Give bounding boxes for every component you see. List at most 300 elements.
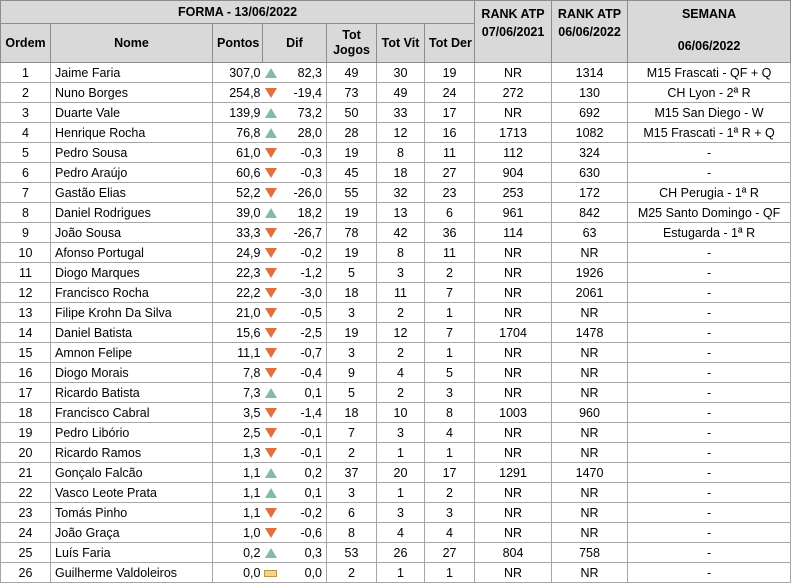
cell-tot-vit: 12: [377, 323, 425, 343]
cell-nome: Guilherme Valdoleiros: [51, 563, 213, 583]
cell-tot-vit: 2: [377, 343, 425, 363]
cell-tot-vit: 11: [377, 283, 425, 303]
down-triangle-icon: [265, 368, 277, 378]
cell-pontos: 0,0: [213, 563, 263, 583]
table-row: [1, 283, 791, 303]
cell-ordem: 12: [1, 283, 51, 303]
cell-semana: -: [628, 463, 791, 483]
cell-trend: [263, 263, 279, 283]
cell-tot-vit: 18: [377, 163, 425, 183]
cell-dif: 0,0: [279, 563, 327, 583]
cell-trend: [263, 103, 279, 123]
cell-rank-2021: 114: [475, 223, 552, 243]
cell-semana: CH Perugia - 1ª R: [628, 183, 791, 203]
cell-ordem: 23: [1, 503, 51, 523]
cell-rank-2022: NR: [552, 303, 628, 323]
cell-dif: -0,4: [279, 363, 327, 383]
cell-nome: Amnon Felipe: [51, 343, 213, 363]
cell-rank-2022: 630: [552, 163, 628, 183]
cell-tot-jogos: 6: [327, 503, 377, 523]
cell-tot-der: 17: [425, 103, 475, 123]
cell-pontos: 39,0: [213, 203, 263, 223]
cell-rank-2022: 758: [552, 543, 628, 563]
cell-tot-der: 27: [425, 163, 475, 183]
cell-pontos: 2,5: [213, 423, 263, 443]
cell-rank-2022: NR: [552, 343, 628, 363]
cell-nome: Vasco Leote Prata: [51, 483, 213, 503]
cell-nome: João Sousa: [51, 223, 213, 243]
cell-tot-jogos: 3: [327, 303, 377, 323]
cell-ordem: 24: [1, 523, 51, 543]
table-body: [1, 63, 791, 583]
cell-dif: 0,2: [279, 463, 327, 483]
table-row: [1, 143, 791, 163]
cell-ordem: 7: [1, 183, 51, 203]
cell-trend: [263, 463, 279, 483]
cell-trend: [263, 543, 279, 563]
up-triangle-icon: [265, 388, 277, 398]
header-rank-2022-date: 06/06/2022: [558, 25, 621, 39]
cell-trend: [263, 503, 279, 523]
table-row: [1, 463, 791, 483]
cell-pontos: 254,8: [213, 83, 263, 103]
down-triangle-icon: [265, 308, 277, 318]
cell-ordem: 18: [1, 403, 51, 423]
cell-nome: Filipe Krohn Da Silva: [51, 303, 213, 323]
cell-tot-jogos: 18: [327, 403, 377, 423]
cell-pontos: 61,0: [213, 143, 263, 163]
cell-tot-der: 11: [425, 243, 475, 263]
cell-semana: -: [628, 163, 791, 183]
cell-dif: -0,2: [279, 243, 327, 263]
header-semana-date: 06/06/2022: [677, 39, 741, 53]
cell-tot-jogos: 3: [327, 483, 377, 503]
cell-ordem: 2: [1, 83, 51, 103]
cell-trend: [263, 523, 279, 543]
cell-semana: -: [628, 543, 791, 563]
down-triangle-icon: [265, 188, 277, 198]
cell-tot-vit: 2: [377, 303, 425, 323]
cell-tot-jogos: 55: [327, 183, 377, 203]
cell-rank-2022: 842: [552, 203, 628, 223]
cell-rank-2021: NR: [475, 303, 552, 323]
cell-semana: -: [628, 383, 791, 403]
cell-trend: [263, 223, 279, 243]
table-row: [1, 83, 791, 103]
cell-tot-jogos: 19: [327, 143, 377, 163]
cell-semana: CH Lyon - 2ª R: [628, 83, 791, 103]
cell-tot-der: 4: [425, 423, 475, 443]
cell-rank-2021: 904: [475, 163, 552, 183]
cell-dif: -3,0: [279, 283, 327, 303]
cell-nome: Ricardo Batista: [51, 383, 213, 403]
cell-rank-2021: 1713: [475, 123, 552, 143]
cell-nome: Ricardo Ramos: [51, 443, 213, 463]
cell-pontos: 21,0: [213, 303, 263, 323]
cell-tot-jogos: 9: [327, 363, 377, 383]
cell-rank-2022: 63: [552, 223, 628, 243]
cell-rank-2021: NR: [475, 503, 552, 523]
cell-tot-vit: 49: [377, 83, 425, 103]
cell-rank-2021: 272: [475, 83, 552, 103]
cell-dif: -26,0: [279, 183, 327, 203]
cell-semana: -: [628, 143, 791, 163]
cell-ordem: 1: [1, 63, 51, 83]
cell-tot-jogos: 49: [327, 63, 377, 83]
cell-tot-der: 1: [425, 343, 475, 363]
cell-pontos: 76,8: [213, 123, 263, 143]
down-triangle-icon: [265, 288, 277, 298]
cell-tot-der: 2: [425, 483, 475, 503]
down-triangle-icon: [265, 228, 277, 238]
flat-bar-icon: [264, 570, 277, 577]
cell-tot-vit: 2: [377, 383, 425, 403]
table-title: FORMA - 13/06/2022: [1, 1, 475, 24]
header-tot-jogos: Tot Jogos: [327, 24, 377, 63]
cell-tot-vit: 42: [377, 223, 425, 243]
cell-trend: [263, 183, 279, 203]
cell-tot-der: 24: [425, 83, 475, 103]
cell-dif: -0,1: [279, 423, 327, 443]
cell-rank-2021: NR: [475, 243, 552, 263]
cell-ordem: 14: [1, 323, 51, 343]
cell-dif: 18,2: [279, 203, 327, 223]
cell-ordem: 10: [1, 243, 51, 263]
cell-nome: Diogo Morais: [51, 363, 213, 383]
cell-pontos: 1,0: [213, 523, 263, 543]
down-triangle-icon: [265, 328, 277, 338]
table-row: [1, 103, 791, 123]
header-rank-2022: [552, 1, 628, 63]
table-row: [1, 483, 791, 503]
cell-rank-2022: 324: [552, 143, 628, 163]
cell-dif: -0,3: [279, 143, 327, 163]
cell-tot-vit: 13: [377, 203, 425, 223]
cell-semana: -: [628, 303, 791, 323]
cell-tot-jogos: 50: [327, 103, 377, 123]
cell-tot-der: 1: [425, 303, 475, 323]
cell-rank-2022: NR: [552, 483, 628, 503]
cell-trend: [263, 143, 279, 163]
cell-nome: Duarte Vale: [51, 103, 213, 123]
cell-tot-jogos: 45: [327, 163, 377, 183]
cell-ordem: 6: [1, 163, 51, 183]
down-triangle-icon: [265, 408, 277, 418]
cell-nome: Pedro Araújo: [51, 163, 213, 183]
cell-pontos: 1,1: [213, 483, 263, 503]
cell-pontos: 22,3: [213, 263, 263, 283]
cell-tot-der: 1: [425, 563, 475, 583]
table-row: [1, 523, 791, 543]
cell-nome: Daniel Batista: [51, 323, 213, 343]
table-row: [1, 503, 791, 523]
cell-tot-der: 7: [425, 323, 475, 343]
cell-tot-vit: 3: [377, 503, 425, 523]
cell-nome: Tomás Pinho: [51, 503, 213, 523]
cell-semana: -: [628, 243, 791, 263]
cell-rank-2022: 1926: [552, 263, 628, 283]
cell-semana: -: [628, 323, 791, 343]
header-rank-2022-label: RANK ATP: [557, 7, 622, 21]
cell-trend: [263, 283, 279, 303]
cell-dif: -0,6: [279, 523, 327, 543]
cell-pontos: 1,3: [213, 443, 263, 463]
cell-rank-2021: 1704: [475, 323, 552, 343]
cell-nome: Gonçalo Falcão: [51, 463, 213, 483]
cell-rank-2022: 1470: [552, 463, 628, 483]
cell-semana: -: [628, 283, 791, 303]
cell-rank-2022: NR: [552, 423, 628, 443]
table-row: [1, 443, 791, 463]
cell-dif: -0,5: [279, 303, 327, 323]
table-row: [1, 323, 791, 343]
cell-dif: 0,3: [279, 543, 327, 563]
up-triangle-icon: [265, 488, 277, 498]
cell-ordem: 20: [1, 443, 51, 463]
header-tot-der: Tot Der: [425, 24, 475, 63]
cell-pontos: 22,2: [213, 283, 263, 303]
cell-tot-der: 3: [425, 383, 475, 403]
cell-tot-der: 19: [425, 63, 475, 83]
cell-rank-2022: NR: [552, 563, 628, 583]
cell-tot-der: 11: [425, 143, 475, 163]
cell-trend: [263, 163, 279, 183]
cell-nome: Afonso Portugal: [51, 243, 213, 263]
down-triangle-icon: [265, 168, 277, 178]
table-row: [1, 183, 791, 203]
cell-rank-2021: NR: [475, 563, 552, 583]
cell-trend: [263, 63, 279, 83]
cell-rank-2022: 1314: [552, 63, 628, 83]
cell-tot-vit: 1: [377, 443, 425, 463]
cell-dif: 73,2: [279, 103, 327, 123]
cell-ordem: 15: [1, 343, 51, 363]
cell-rank-2021: NR: [475, 383, 552, 403]
down-triangle-icon: [265, 268, 277, 278]
cell-semana: -: [628, 563, 791, 583]
table-row: [1, 343, 791, 363]
cell-tot-vit: 4: [377, 523, 425, 543]
cell-pontos: 52,2: [213, 183, 263, 203]
cell-trend: [263, 343, 279, 363]
cell-tot-der: 23: [425, 183, 475, 203]
cell-tot-vit: 33: [377, 103, 425, 123]
cell-semana: -: [628, 363, 791, 383]
cell-tot-der: 7: [425, 283, 475, 303]
cell-ordem: 3: [1, 103, 51, 123]
cell-dif: -2,5: [279, 323, 327, 343]
cell-tot-vit: 4: [377, 363, 425, 383]
table-row: [1, 63, 791, 83]
cell-ordem: 16: [1, 363, 51, 383]
header-ordem: Ordem: [1, 24, 51, 63]
cell-rank-2021: NR: [475, 363, 552, 383]
cell-rank-2022: 2061: [552, 283, 628, 303]
cell-ordem: 9: [1, 223, 51, 243]
cell-semana: -: [628, 263, 791, 283]
cell-rank-2021: NR: [475, 263, 552, 283]
cell-trend: [263, 243, 279, 263]
cell-trend: [263, 483, 279, 503]
cell-rank-2021: 804: [475, 543, 552, 563]
cell-trend: [263, 383, 279, 403]
cell-rank-2021: NR: [475, 423, 552, 443]
cell-rank-2021: NR: [475, 103, 552, 123]
cell-pontos: 24,9: [213, 243, 263, 263]
cell-pontos: 307,0: [213, 63, 263, 83]
cell-rank-2022: NR: [552, 523, 628, 543]
cell-pontos: 1,1: [213, 503, 263, 523]
cell-tot-der: 6: [425, 203, 475, 223]
cell-semana: -: [628, 423, 791, 443]
cell-tot-der: 3: [425, 503, 475, 523]
cell-tot-jogos: 28: [327, 123, 377, 143]
table-row: [1, 123, 791, 143]
cell-tot-jogos: 53: [327, 543, 377, 563]
table-row: [1, 563, 791, 583]
header-rank-2021-label: RANK ATP: [481, 7, 545, 21]
cell-dif: -0,1: [279, 443, 327, 463]
cell-rank-2021: NR: [475, 483, 552, 503]
cell-ordem: 26: [1, 563, 51, 583]
cell-tot-jogos: 78: [327, 223, 377, 243]
cell-tot-jogos: 8: [327, 523, 377, 543]
cell-rank-2021: 961: [475, 203, 552, 223]
table-row: [1, 163, 791, 183]
cell-trend: [263, 403, 279, 423]
cell-tot-der: 16: [425, 123, 475, 143]
up-triangle-icon: [265, 208, 277, 218]
cell-ordem: 22: [1, 483, 51, 503]
cell-tot-der: 5: [425, 363, 475, 383]
cell-trend: [263, 363, 279, 383]
cell-rank-2021: NR: [475, 63, 552, 83]
cell-dif: 28,0: [279, 123, 327, 143]
down-triangle-icon: [265, 148, 277, 158]
down-triangle-icon: [265, 348, 277, 358]
cell-dif: -1,4: [279, 403, 327, 423]
cell-pontos: 1,1: [213, 463, 263, 483]
cell-rank-2022: 1478: [552, 323, 628, 343]
cell-ordem: 17: [1, 383, 51, 403]
cell-tot-jogos: 3: [327, 343, 377, 363]
cell-nome: João Graça: [51, 523, 213, 543]
cell-tot-vit: 3: [377, 423, 425, 443]
cell-semana: M15 San Diego - W: [628, 103, 791, 123]
cell-pontos: 7,8: [213, 363, 263, 383]
header-tot-vit: Tot Vit: [377, 24, 425, 63]
cell-tot-vit: 30: [377, 63, 425, 83]
cell-rank-2022: 172: [552, 183, 628, 203]
cell-tot-der: 17: [425, 463, 475, 483]
cell-tot-jogos: 5: [327, 263, 377, 283]
cell-pontos: 139,9: [213, 103, 263, 123]
cell-dif: -1,2: [279, 263, 327, 283]
cell-tot-jogos: 73: [327, 83, 377, 103]
table-row: [1, 403, 791, 423]
header-rank-2021-date: 07/06/2021: [481, 25, 545, 39]
cell-tot-jogos: 19: [327, 203, 377, 223]
down-triangle-icon: [265, 88, 277, 98]
up-triangle-icon: [265, 548, 277, 558]
cell-trend: [263, 203, 279, 223]
cell-tot-vit: 1: [377, 563, 425, 583]
table-row: [1, 223, 791, 243]
cell-rank-2022: 1082: [552, 123, 628, 143]
header-dif: Dif: [263, 24, 327, 63]
cell-semana: M15 Frascati - QF + Q: [628, 63, 791, 83]
cell-nome: Henrique Rocha: [51, 123, 213, 143]
cell-tot-jogos: 2: [327, 563, 377, 583]
cell-tot-der: 1: [425, 443, 475, 463]
cell-ordem: 4: [1, 123, 51, 143]
header-semana: [628, 1, 791, 63]
cell-trend: [263, 323, 279, 343]
cell-rank-2022: NR: [552, 363, 628, 383]
cell-tot-vit: 8: [377, 143, 425, 163]
cell-semana: -: [628, 523, 791, 543]
cell-rank-2021: NR: [475, 443, 552, 463]
cell-pontos: 60,6: [213, 163, 263, 183]
cell-semana: -: [628, 443, 791, 463]
cell-dif: -19,4: [279, 83, 327, 103]
cell-tot-der: 8: [425, 403, 475, 423]
cell-tot-jogos: 7: [327, 423, 377, 443]
cell-tot-vit: 3: [377, 263, 425, 283]
cell-tot-vit: 20: [377, 463, 425, 483]
cell-pontos: 11,1: [213, 343, 263, 363]
cell-nome: Pedro Libório: [51, 423, 213, 443]
cell-tot-vit: 8: [377, 243, 425, 263]
cell-nome: Luís Faria: [51, 543, 213, 563]
cell-pontos: 7,3: [213, 383, 263, 403]
header-rank-2021: [475, 1, 552, 63]
cell-trend: [263, 563, 279, 583]
cell-semana: M15 Frascati - 1ª R + Q: [628, 123, 791, 143]
cell-nome: Jaime Faria: [51, 63, 213, 83]
header-semana-label: SEMANA: [681, 7, 737, 21]
cell-dif: -26,7: [279, 223, 327, 243]
cell-nome: Francisco Rocha: [51, 283, 213, 303]
cell-tot-vit: 26: [377, 543, 425, 563]
cell-ordem: 21: [1, 463, 51, 483]
cell-tot-jogos: 5: [327, 383, 377, 403]
cell-ordem: 11: [1, 263, 51, 283]
cell-trend: [263, 423, 279, 443]
up-triangle-icon: [265, 68, 277, 78]
cell-dif: -0,2: [279, 503, 327, 523]
cell-tot-jogos: 19: [327, 243, 377, 263]
cell-nome: Nuno Borges: [51, 83, 213, 103]
down-triangle-icon: [265, 248, 277, 258]
cell-dif: -0,7: [279, 343, 327, 363]
cell-ordem: 13: [1, 303, 51, 323]
cell-nome: Gastão Elias: [51, 183, 213, 203]
cell-trend: [263, 303, 279, 323]
cell-rank-2021: 112: [475, 143, 552, 163]
cell-rank-2021: NR: [475, 523, 552, 543]
cell-trend: [263, 83, 279, 103]
cell-pontos: 3,5: [213, 403, 263, 423]
table-row: [1, 263, 791, 283]
cell-rank-2022: NR: [552, 243, 628, 263]
cell-nome: Francisco Cabral: [51, 403, 213, 423]
cell-dif: 0,1: [279, 383, 327, 403]
cell-ordem: 5: [1, 143, 51, 163]
up-triangle-icon: [265, 108, 277, 118]
cell-rank-2021: NR: [475, 343, 552, 363]
cell-ordem: 25: [1, 543, 51, 563]
